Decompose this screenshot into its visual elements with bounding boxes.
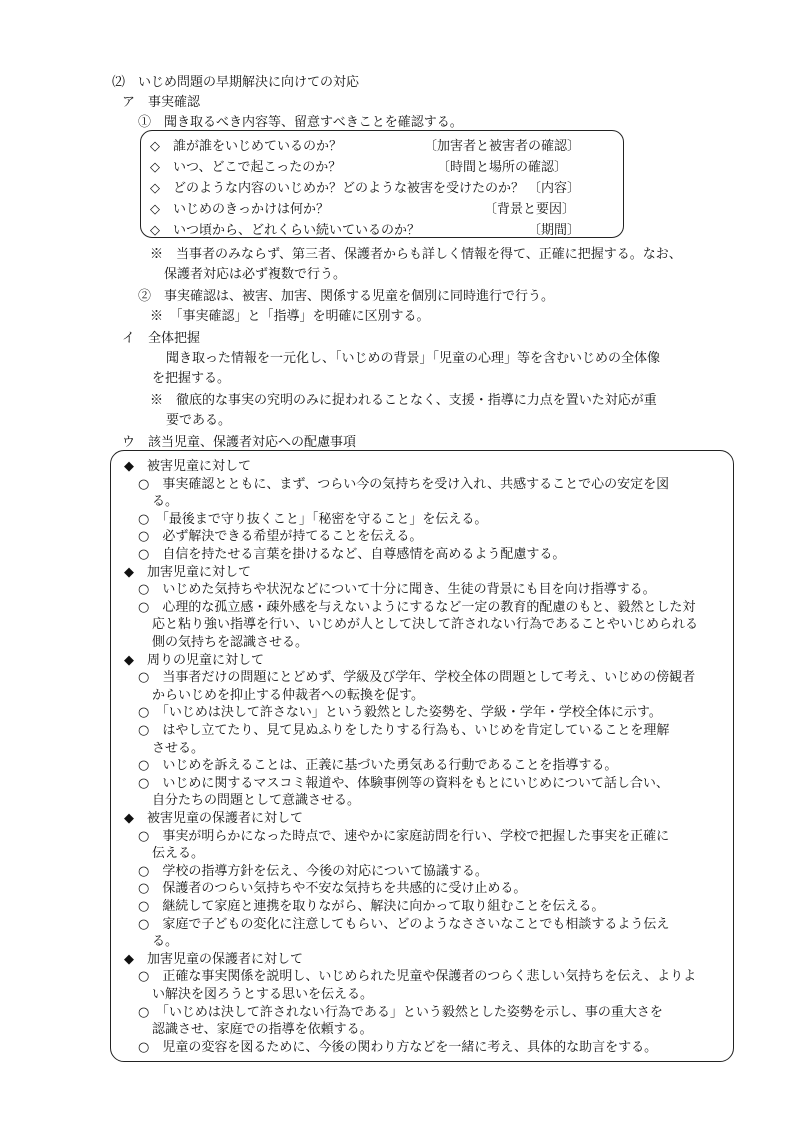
- checklist-item: ◇ どのような内容のいじめか？どのような被害を受けたのか？: [150, 181, 524, 196]
- checklist-item: ◇ いつ、どこで起こったのか？: [150, 160, 342, 175]
- list-item-cont: 側の気持ちを認識させる。: [152, 635, 309, 650]
- checklist-tag: 〔加害者と被害者の確認〕: [424, 139, 581, 154]
- list-item: ○ 「最後まで守り抜くこと」「秘密を守ること」を伝える。: [138, 511, 488, 527]
- note-1-cont: 保護者対応は必ず複数で行う。: [164, 267, 347, 282]
- list-item: ○ 児童の変容を図るために、今後の関わり方などを一緒に考え、具体的な助言をする。: [138, 1039, 658, 1055]
- list-item: ○ 事実が明らかになった時点で、速やかに家庭訪問を行い、学校で把握した事実を正確に: [138, 828, 670, 844]
- subheading-fact-check: ア 事実確認: [122, 95, 201, 110]
- subheading-overview: イ 全体把握: [122, 331, 201, 346]
- overview-paragraph: 聞き取った情報を一元化し、「いじめの背景」「児童の心理」等を含むいじめの全体像: [166, 351, 661, 366]
- group-heading: ◆ 周りの児童に対して: [124, 652, 264, 668]
- list-item-cont: からいじめを抑止する仲裁者への転換を促す。: [152, 687, 424, 703]
- list-item: ○ はやし立てたり、見て見ぬふりをしたりする行為も、いじめを肯定していることを理解: [138, 723, 670, 738]
- list-item: ○ 事実確認とともに、まず、つらい今の気持ちを受け入れ、共感することで心の安定を図: [138, 476, 670, 492]
- checklist-tag: 〔背景と要因〕: [484, 202, 576, 217]
- group-heading: ◆ 被害児童の保護者に対して: [124, 811, 303, 826]
- list-item-cont: 認識させ、家庭での指導を依頼する。: [152, 1022, 373, 1038]
- note-1: ※ 当事者のみならず、第三者、保護者からも詳しく情報を得て、正確に把握する。なお、: [150, 247, 682, 262]
- list-item-cont: る。: [152, 494, 179, 510]
- group-heading: ◆ 被害児童に対して: [124, 459, 251, 474]
- overview-paragraph-cont: を把握する。: [152, 371, 231, 386]
- list-item-cont: させる。: [152, 740, 205, 756]
- overview-note-cont: 要である。: [166, 413, 232, 428]
- overview-note: ※ 徹底的な事実の究明のみに捉われることなく、支援・指導に力点を置いた対応が重: [150, 393, 657, 408]
- list-item-cont: い解決を図ろうとする思いを伝える。: [152, 987, 374, 1002]
- subheading-considerations: ウ 該当児童、保護者対応への配慮事項: [122, 435, 357, 450]
- list-item: ○ 当事者だけの問題にとどめず、学級及び学年、学校全体の問題として考え、いじめの傍観者: [138, 670, 696, 686]
- checklist-tag: 〔内容〕: [528, 181, 581, 196]
- list-item-cont: る。: [152, 934, 179, 950]
- list-item: ○ いじめに関するマスコミ報道や、体験事例等の資料をもとにいじめについて話し合い、: [138, 775, 669, 791]
- list-item-cont: 伝える。: [152, 846, 205, 862]
- group-heading: ◆ 加害児童に対して: [124, 564, 251, 580]
- list-item: ○ 継続して家庭と連携を取りながら、解決に向かって取り組むことを伝える。: [138, 899, 605, 914]
- list-item: ○ いじめた気持ちや状況などについて十分に聞き、生徒の背景にも目を向け指導する。: [138, 582, 656, 598]
- list-item: ○ いじめを訴えることは、正義に基づいた勇気ある行動であることを指導する。: [138, 758, 618, 774]
- step-1: ① 聞き取るべき内容等、留意すべきことを確認する。: [138, 115, 463, 130]
- list-item: ○ 学校の指導方針を伝え、今後の対応について協議する。: [138, 863, 488, 879]
- section-heading: ⑵ いじめ問題の早期解決に向けての対応: [112, 75, 360, 90]
- list-item: ○ 保護者のつらい気持ちや不安な気持ちを共感的に受け止める。: [138, 881, 527, 897]
- checklist-item: ◇ いじめのきっかけは何か？: [150, 202, 329, 217]
- note-2: ※ 「事実確認」と「指導」を明確に区別する。: [150, 309, 430, 324]
- list-item: ○ 心理的な孤立感・疎外感を与えないようにするなど一定の教育的配慮のもと、毅然とした対: [138, 599, 696, 615]
- list-item: ○ 家庭で子どもの変化に注意してもらい、どのようなささいなことでも相談するよう伝え: [138, 916, 670, 932]
- list-item-cont: 応と粘り強い指導を行い、いじめが人として決して許されない行為であることやいじめられる: [152, 617, 699, 633]
- checklist-item: ◇ いつ頃から、どれくらい続いているのか？: [150, 223, 420, 238]
- list-item: ○ 正確な事実関係を説明し、いじめられた児童や保護者のつらく悲しい気持ちを伝え、よりよ: [138, 969, 697, 985]
- list-item: ○ 自信を持たせる言葉を掛けるなど、自尊感情を高めるよう配慮する。: [138, 547, 566, 562]
- checklist-item: ◇ 誰が誰をいじめているのか？: [150, 139, 342, 154]
- list-item: ○ 「いじめは決して許されない行為である」という毅然とした姿勢を示し、事の重大さを: [138, 1004, 663, 1020]
- checklist-tag: 〔時間と場所の確認〕: [437, 160, 568, 175]
- checklist-tag: 〔期間〕: [528, 223, 581, 238]
- list-item-cont: 自分たちの問題として意識させる。: [152, 793, 361, 809]
- step-2: ② 事実確認は、被害、加害、関係する児童を個別に同時進行で行う。: [138, 289, 555, 304]
- list-item: ○ 必ず解決できる希望が持てることを伝える。: [138, 529, 423, 545]
- group-heading: ◆ 加害児童の保護者に対して: [124, 951, 303, 967]
- list-item: ○ 「いじめは決して許さない」という毅然とした姿勢を、学級・学年・学校全体に示す。: [138, 705, 662, 721]
